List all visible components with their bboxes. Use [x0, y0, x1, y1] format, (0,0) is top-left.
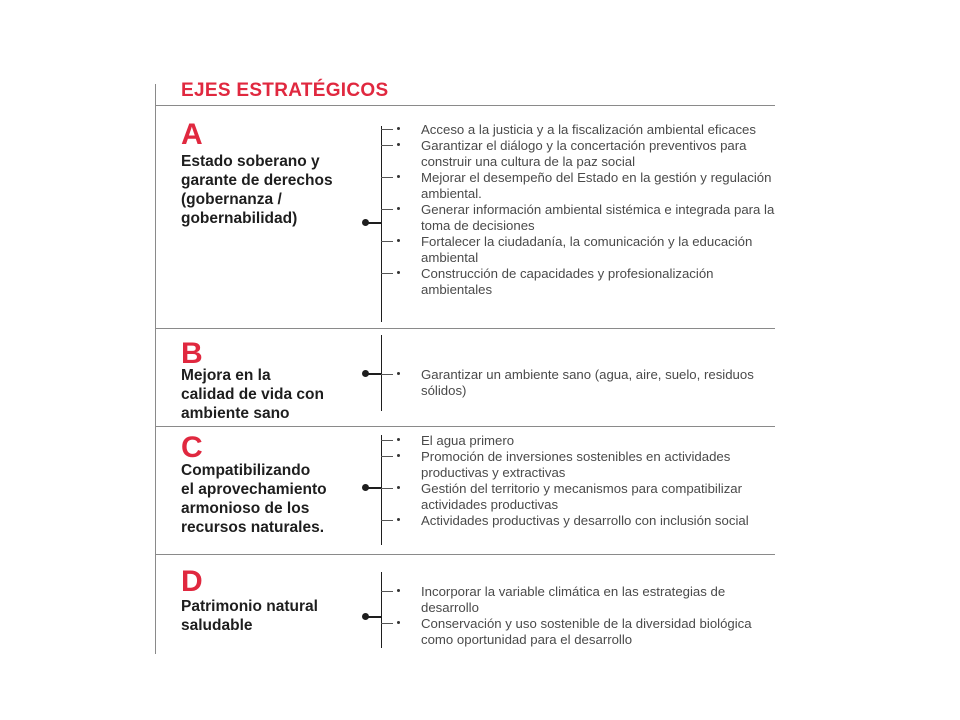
item-tick — [381, 591, 393, 592]
item-tick — [381, 209, 393, 210]
axis-letter: B — [181, 337, 203, 370]
item-tick — [381, 440, 393, 441]
axis-item-text: Garantizar un ambiente sano (agua, aire, suelo, residuos sólidos) — [421, 367, 754, 398]
connector-line — [367, 222, 381, 224]
axis-item — [381, 616, 776, 648]
axis-item — [381, 367, 776, 399]
axis-name: Mejora en la calidad de vida con ambiente sano — [181, 367, 324, 422]
axis-item — [381, 449, 776, 481]
axis-item-text: Incorporar la variable climática en las estrategias de desarrollo — [421, 584, 726, 615]
axis-item-text: Mejorar el desempeño del Estado en la gestión y regulación ambiental. — [421, 170, 772, 201]
axis-item-text: Generar información ambiental sistémica e integrada para la toma de decisiones — [421, 202, 775, 233]
item-tick — [381, 129, 393, 130]
axis-item — [381, 202, 776, 234]
item-bullet — [397, 518, 400, 521]
axis-section-c — [155, 427, 775, 554]
item-bullet — [397, 438, 400, 441]
diagram-title: EJES ESTRATÉGICOS — [181, 80, 389, 101]
axis-name: Estado soberano y garante de derechos (gobernanza / gobernabilidad) — [181, 153, 333, 227]
item-bullet — [397, 175, 400, 178]
item-bullet — [397, 127, 400, 130]
item-tick — [381, 241, 393, 242]
item-tick — [381, 456, 393, 457]
item-tick — [381, 374, 393, 375]
axis-item — [381, 481, 776, 513]
axis-item — [381, 234, 776, 266]
axis-item — [381, 513, 776, 529]
axis-item — [381, 266, 776, 298]
item-bullet — [397, 239, 400, 242]
axis-item-text: Acceso a la justicia y a la fiscalización ambiental eficaces — [421, 122, 756, 137]
axis-item-text: Garantizar el diálogo y la concertación preventivos para construir una cultura de la paz social — [421, 138, 747, 169]
axis-item-text: Actividades productivas y desarrollo con inclusión social — [421, 513, 749, 528]
item-bullet — [397, 621, 400, 624]
axis-letter: C — [181, 431, 203, 464]
item-tick — [381, 273, 393, 274]
item-bullet — [397, 271, 400, 274]
axis-section-a — [155, 106, 775, 328]
item-bullet — [397, 372, 400, 375]
axis-section-b — [155, 329, 775, 426]
item-tick — [381, 177, 393, 178]
item-bullet — [397, 454, 400, 457]
axis-items-list — [381, 367, 776, 399]
axis-item — [381, 584, 776, 616]
connector-line — [367, 487, 381, 489]
axis-letter: D — [181, 565, 203, 598]
axis-item-text: Promoción de inversiones sostenibles en actividades productivas y extractivas — [421, 449, 731, 480]
axis-item-text: Construcción de capacidades y profesionalización ambientales — [421, 266, 714, 297]
item-bullet — [397, 207, 400, 210]
axis-section-d — [155, 555, 775, 654]
item-bullet — [397, 486, 400, 489]
axis-letter: A — [181, 118, 203, 151]
axis-name: Patrimonio natural saludable — [181, 598, 318, 634]
item-tick — [381, 488, 393, 489]
axis-name: Compatibilizando el aprovechamiento armonioso de los recursos naturales. — [181, 462, 327, 536]
axis-item — [381, 433, 776, 449]
axis-items-list — [381, 584, 776, 648]
item-bullet — [397, 143, 400, 146]
item-tick — [381, 623, 393, 624]
connector-line — [367, 373, 381, 375]
axis-item-text: Conservación y uso sostenible de la diversidad biológica como oportunidad para el desarrollo — [421, 616, 752, 647]
item-bullet — [397, 589, 400, 592]
axis-item — [381, 170, 776, 202]
axis-item — [381, 122, 776, 138]
axis-items-list — [381, 433, 776, 529]
item-tick — [381, 520, 393, 521]
axis-items-list — [381, 122, 776, 298]
item-tick — [381, 145, 393, 146]
axis-item-text: El agua primero — [421, 433, 515, 448]
axis-item — [381, 138, 776, 170]
axis-item-text: Gestión del territorio y mecanismos para compatibilizar actividades productivas — [421, 481, 743, 512]
axis-item-text: Fortalecer la ciudadanía, la comunicación y la educación ambiental — [421, 234, 753, 265]
connector-line — [367, 616, 381, 618]
